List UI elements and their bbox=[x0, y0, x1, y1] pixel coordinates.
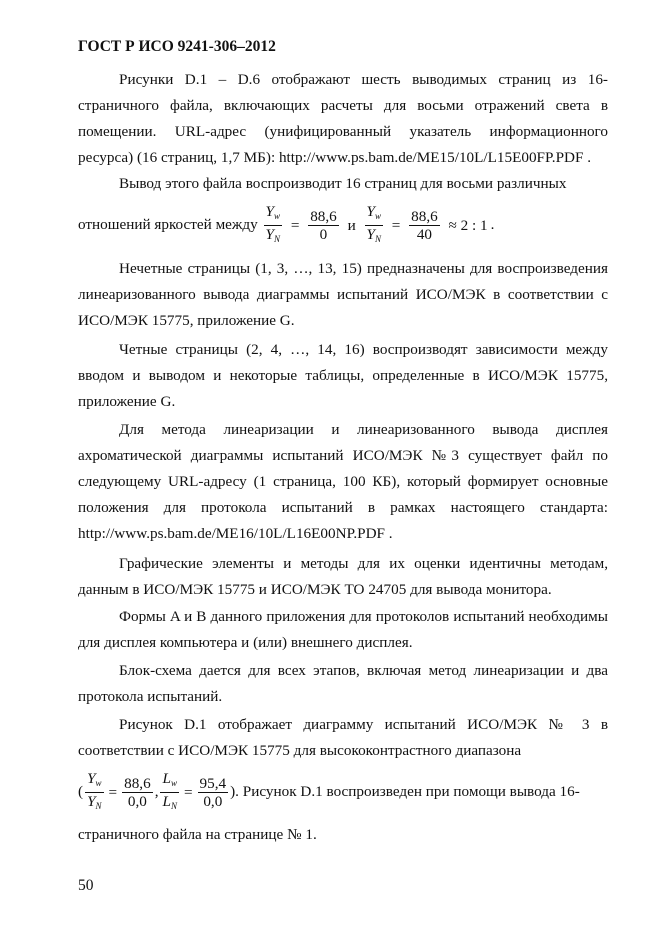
fraction-lw-ln: $\frac{L_w}{L_N}$ bbox=[162, 770, 177, 812]
last-line: страничного файла на странице № 1. bbox=[78, 826, 317, 843]
paragraph-3: Нечетные страницы (1, 3, …, 13, 15) предназначены для воспроизведения линеаризованного вывода диаграммы испытаний ИСО/МЭК в соответствии с ИСО/МЭК 15775, приложение G. bbox=[78, 260, 608, 329]
formula-tail-text: ). Рисунок D.1 воспроизведен при помощи вывода 16- bbox=[230, 783, 580, 800]
fraction-yw-yn-1: $\frac{Y_w}{Y_N}$ bbox=[265, 203, 281, 244]
approx-ratio: ≈ 2 : 1 bbox=[448, 216, 488, 234]
page-number: 50 bbox=[78, 877, 94, 894]
paragraph-7: Формы A и B данного приложения для протоколов испытаний необходимы для дисплея компьютера и (или) внешнего дисплея. bbox=[78, 608, 608, 651]
document-header: ГОСТ Р ИСО 9241-306–2012 bbox=[78, 38, 276, 55]
paragraph-1: Рисунки D.1 – D.6 отображают шесть выводимых страниц из 16-страничного файла, включающих расчеты для восьми отражений света в помещении. URL-адрес (унифицированный указатель информационного ресурса) (16 страниц, 1,7 МБ): http://www.ps.bam.de/ME15/10L/L15E00FP.PDF . bbox=[78, 71, 608, 166]
paragraph-2-start: Вывод этого файла воспроизводит 16 страниц для восьми различных bbox=[119, 175, 567, 192]
paragraph-9: Рисунок D.1 отображает диаграмму испытаний ИСО/МЭК № 3 в соответствии с ИСО/МЭК 15775 для высококонтрастного диапазона bbox=[78, 716, 608, 759]
paragraph-5: Для метода линеаризации и линеаризованного вывода дисплея ахроматической диаграммы испытаний ИСО/МЭК №3 существует файл по следующему URL-адресу (1 страница, 100 КБ), который формирует основные положения для протокола испытаний в рамках настоящего стандарта: http://www.ps.bam.de/ME16/10L/L16E00NP.PDF . bbox=[78, 421, 608, 542]
paragraph-6: Графические элементы и методы для их оценки идентичны методам, данным в ИСО/МЭК 15775 и ИСО/МЭК ТО 24705 для вывода монитора. bbox=[78, 555, 608, 598]
fraction-value-4: $\frac{95,4}{0,0}$ bbox=[199, 775, 227, 811]
paragraph-8: Блок-схема дается для всех этапов, включая метод линеаризации и два протокола испытаний. bbox=[78, 662, 608, 705]
fraction-yw-yn-3: $\frac{Y_w}{Y_N}$ bbox=[87, 770, 102, 812]
formula-lead-text: отношений яркостей между bbox=[78, 215, 258, 233]
formula-line-2: ( $\frac{Y_w}{Y_N}$ = $\frac{88,6}{0,0}$ , $\frac{L_w}{L_N}$ = $\frac{95,4}{0,0}$ ). Рисунок D.1 воспроизведен при помощи вывода 16- bbox=[78, 770, 608, 815]
fraction-value-1: $\frac{88,6}{0}$ bbox=[310, 208, 337, 243]
fraction-value-2: $\frac{88,6}{40}$ bbox=[411, 208, 438, 243]
fraction-value-3: $\frac{88,6}{0,0}$ bbox=[124, 775, 151, 811]
fraction-yw-yn-2: $\frac{Y_w}{Y_N}$ bbox=[366, 203, 381, 244]
formula-line-1: отношений яркостей между $\frac{Y_w}{Y_N}$ = $\frac{88,6}{0}$ и $\frac{Y_w}{Y_N}$ = $\frac{88,6}{40}$ ≈ 2 : 1 . bbox=[78, 203, 608, 248]
paragraph-4: Четные страницы (2, 4, …, 14, 16) воспроизводят зависимости между вводом и выводом и некоторые таблицы, определенные в ИСО/МЭК 15775, приложение G. bbox=[78, 341, 608, 410]
conjunction: и bbox=[347, 216, 356, 234]
